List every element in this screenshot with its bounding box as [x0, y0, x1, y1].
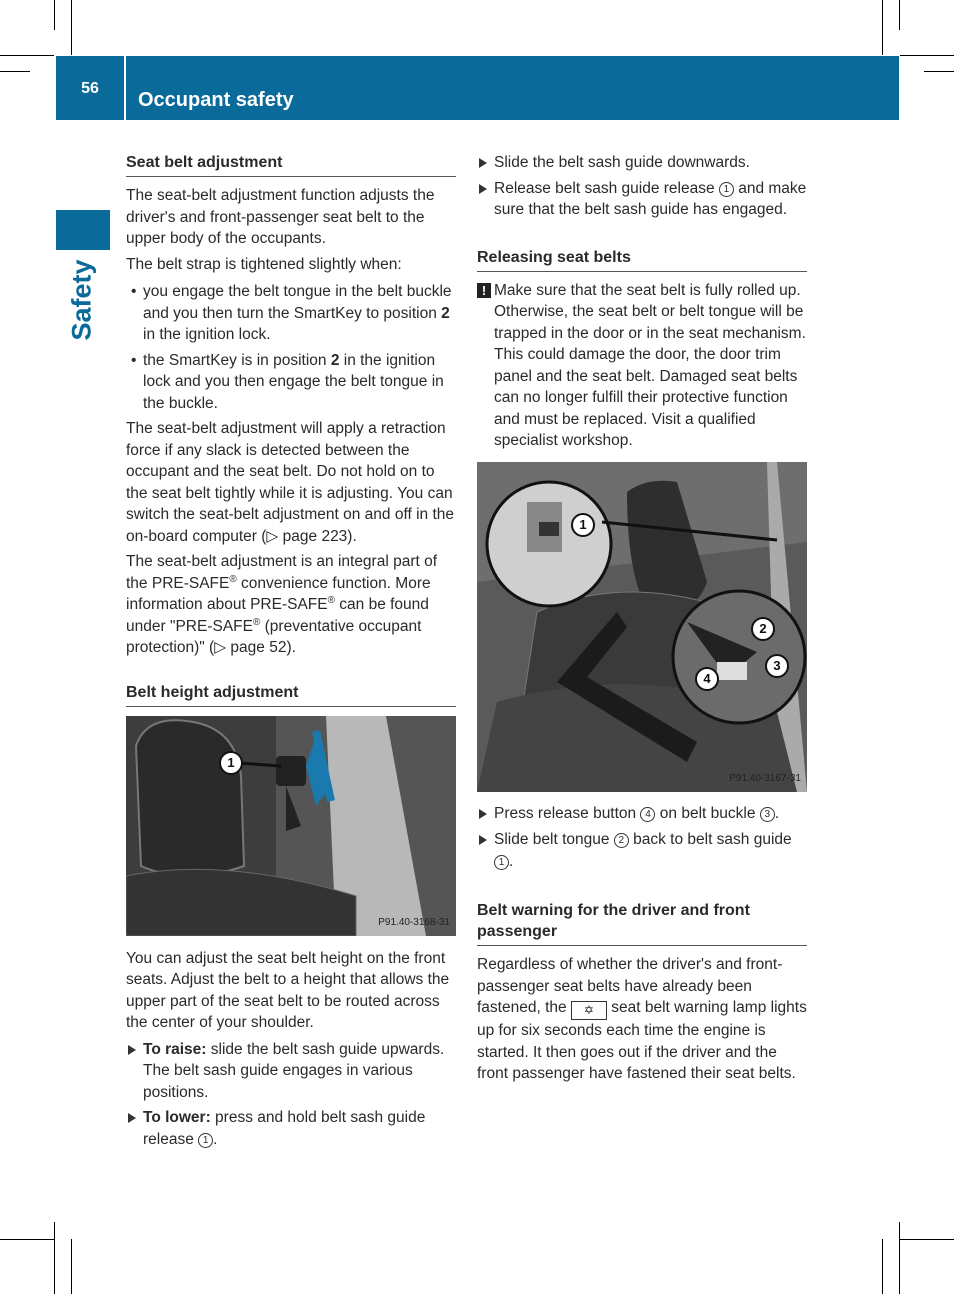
step-to-raise — [126, 1039, 456, 1104]
paragraph: You can adjust the seat belt height on the front seats. Adjust the belt to a height that allows the upper part of the seat belt to be routed across the center of your shoulder. — [126, 949, 450, 1031]
crop-mark — [882, 1239, 883, 1294]
reg-mark: ® — [252, 616, 261, 628]
figure-code: P91.40-3167-31 — [729, 773, 801, 784]
section-title: Occupant safety — [138, 89, 294, 111]
callout-1: 1 — [219, 751, 243, 775]
warning-icon: ! — [477, 283, 491, 298]
circled-number: 1 — [198, 1133, 213, 1148]
text: can be found under "PRE-SAFE — [126, 596, 429, 635]
bullet-dot: • — [131, 283, 137, 300]
paragraph: The seat-belt adjustment will apply a retraction force if any slack is detected between the occupant and the seat belt. Do not hold on to the seat belt tightly while it is adjusting. You can switch the seat-belt adjustment on and off in the on-board computer (▷ page 223). — [126, 420, 454, 545]
header-divider — [124, 56, 126, 120]
circled-number: 1 — [494, 855, 509, 870]
warning-note — [477, 280, 807, 452]
text: seat belt warning lamp lights up for six seconds each time the engine is started. It then goes out if the driver and the front passenger have fastened their seat belts. — [477, 999, 807, 1082]
crop-mark — [900, 1239, 954, 1240]
text: The seat-belt adjustment is an integral part of the PRE-SAFE — [126, 553, 438, 592]
step-slide-tongue — [477, 829, 807, 872]
right-column — [477, 152, 807, 1085]
step-release — [477, 178, 807, 221]
step-label: To raise: — [143, 1040, 207, 1058]
crop-mark — [54, 0, 55, 30]
step-label: To lower: — [143, 1109, 211, 1126]
step-text: on belt buckle — [655, 804, 760, 822]
paragraph — [126, 551, 456, 659]
page-number: 56 — [81, 80, 99, 97]
step-text: slide the belt sash guide upwards. The belt sash guide engages in various positions. — [143, 1040, 445, 1101]
step-text: . — [774, 804, 780, 822]
step-arrow-icon — [479, 158, 487, 168]
crop-mark — [900, 55, 954, 56]
figure-code: P91.40-3168-31 — [378, 917, 450, 928]
bullet-dot: • — [131, 351, 137, 369]
seat-belt-warning-lamp-icon: ✡ — [571, 1001, 607, 1020]
crop-mark — [71, 0, 72, 55]
text: Regardless of whether the driver's and front-passenger seat belts have already been fastened, the — [477, 956, 783, 1016]
page-header — [56, 56, 899, 120]
step-to-lower — [126, 1107, 456, 1150]
step-text: . — [213, 1130, 218, 1148]
step-slide-down — [477, 152, 807, 174]
list-text: you engage the belt tongue in the belt buckle and you then turn the SmartKey to position — [143, 283, 452, 322]
step-text: Release belt sash guide release — [494, 179, 719, 197]
text: (preventative occupant protection)" (▷ page 52). — [126, 617, 422, 656]
step-text: Slide belt tongue — [494, 831, 614, 848]
step-arrow-icon — [128, 1045, 136, 1055]
side-label: Safety — [66, 259, 97, 341]
list-item — [126, 281, 456, 346]
reg-mark: ® — [229, 573, 237, 585]
list-text: the SmartKey is in position — [143, 351, 331, 369]
step-text: Press release button — [494, 804, 641, 822]
step-text: back to belt sash guide — [628, 831, 792, 848]
crop-mark — [882, 0, 883, 55]
list-text: in the ignition lock. — [143, 326, 271, 343]
heading-seat-belt-adjustment: Seat belt adjustment — [126, 152, 456, 177]
step-text: . — [509, 852, 514, 870]
crop-mark — [0, 1239, 54, 1240]
step-arrow-icon — [479, 835, 487, 845]
step-text: and make sure that the belt sash guide has engaged. — [494, 179, 807, 218]
figure-releasing-belts — [477, 462, 807, 792]
list-bold: 2 — [441, 304, 450, 322]
circled-number: 3 — [760, 807, 775, 822]
circled-number: 2 — [614, 833, 629, 848]
crop-mark — [899, 0, 900, 30]
heading-belt-warning: Belt warning for the driver and front passenger — [477, 900, 807, 946]
heading-releasing-seat-belts: Releasing seat belts — [477, 247, 807, 272]
callout-4: 4 — [695, 667, 719, 691]
crop-mark — [71, 1239, 72, 1294]
crop-mark — [924, 71, 954, 72]
heading-belt-height-adjustment: Belt height adjustment — [126, 682, 456, 707]
side-tab — [56, 210, 110, 250]
figure-belt-height — [126, 716, 456, 936]
callout-3: 3 — [765, 654, 789, 678]
crop-mark — [54, 1222, 55, 1294]
circled-number: 4 — [640, 807, 655, 822]
paragraph: The belt strap is tightened slightly when: — [126, 255, 402, 273]
circled-number: 1 — [719, 182, 734, 197]
list-bold: 2 — [330, 351, 340, 369]
crop-mark — [0, 55, 54, 56]
step-arrow-icon — [479, 184, 487, 194]
crop-mark — [899, 1222, 900, 1294]
warning-text: Make sure that the seat belt is fully rolled up. Otherwise, the seat belt or belt tongue will be trapped in the door or in the seat mechanism. This could damage the door, the door trim panel and the seat belt. Damaged seat belts can no longer fulfill their protective function and must be replaced. Visit a qualified specialist workshop. — [494, 281, 806, 449]
list-text: in the ignition lock and you then engage the belt tongue in the buckle. — [143, 351, 444, 412]
step-text: press and hold belt sash guide release — [143, 1109, 426, 1148]
step-press-release — [477, 803, 807, 825]
callout-1: 1 — [571, 513, 595, 537]
step-arrow-icon — [128, 1113, 136, 1123]
belt-height-illustration — [126, 716, 456, 936]
text: convenience function. More information about PRE-SAFE — [126, 574, 431, 613]
paragraph — [477, 954, 807, 1085]
list-item — [126, 350, 456, 415]
step-text: Slide the belt sash guide downwards. — [494, 154, 750, 171]
callout-2: 2 — [751, 617, 775, 641]
step-arrow-icon — [479, 809, 487, 819]
crop-mark — [0, 71, 30, 72]
reg-mark: ® — [327, 594, 335, 606]
paragraph: The seat-belt adjustment function adjusts the driver's and front-passenger seat belt to the upper body of the occupants. — [126, 187, 435, 247]
left-column — [126, 152, 456, 1150]
